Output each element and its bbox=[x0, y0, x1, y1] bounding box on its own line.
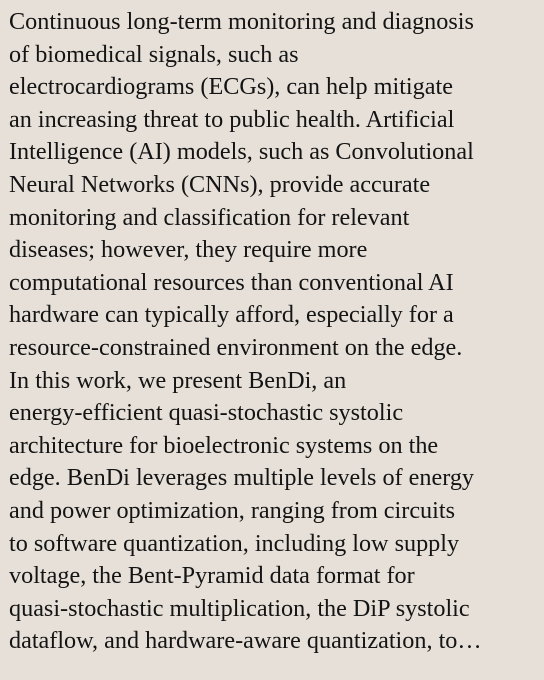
text-line: hardware can typically afford, especially for a bbox=[9, 301, 454, 329]
text-line: Continuous long-term monitoring and diagnosis bbox=[9, 8, 474, 35]
text-line: monitoring and classification for relevant bbox=[9, 203, 410, 231]
text-line: diseases; however, they require more bbox=[9, 236, 368, 264]
text-line: dataflow, and hardware-aware quantization, to… bbox=[9, 627, 482, 655]
text-line: an increasing threat to public health. Artificial bbox=[9, 105, 455, 133]
text-line: Neural Networks (CNNs), provide accurate bbox=[9, 170, 431, 198]
text-line: quasi-stochastic multiplication, the DiP systolic bbox=[9, 594, 470, 622]
text-line: energy-efficient quasi-stochastic systolic bbox=[9, 399, 404, 427]
text-line: architecture for bioelectronic systems on the bbox=[9, 431, 439, 459]
text-line: electrocardiograms (ECGs), can help mitigate bbox=[9, 73, 453, 101]
text-line: edge. BenDi leverages multiple levels of energy bbox=[9, 464, 475, 492]
text-line: to software quantization, including low supply bbox=[9, 529, 460, 557]
text-line: of biomedical signals, such as bbox=[9, 40, 299, 68]
text-line: Intelligence (AI) models, such as Convolutional bbox=[9, 138, 474, 166]
text-line: computational resources than conventional AI bbox=[9, 268, 454, 296]
text-line: voltage, the Bent-Pyramid data format for bbox=[9, 562, 415, 590]
text-line: and power optimization, ranging from circuits bbox=[9, 496, 456, 524]
abstract-text-block bbox=[9, 6, 539, 658]
text-line: resource-constrained environment on the edge. bbox=[9, 333, 463, 361]
text-line: In this work, we present BenDi, an bbox=[9, 366, 347, 394]
